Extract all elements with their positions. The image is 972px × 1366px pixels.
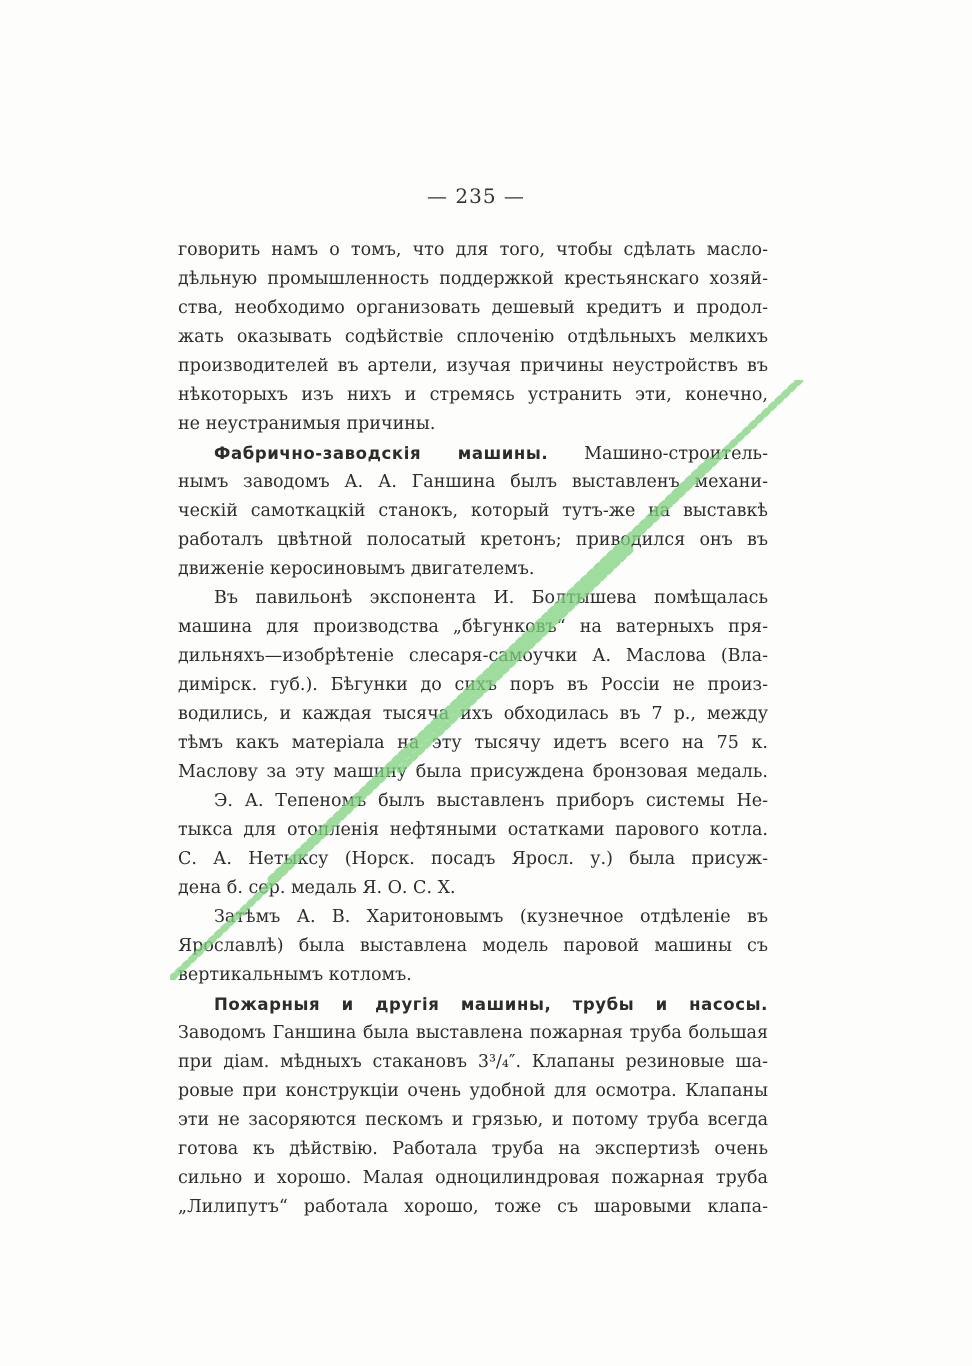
body-text [178,236,768,1222]
text-line: при діам. мѣдныхъ стакановъ 3³/₄″. Клапаны резиновые ша- [178,1052,768,1072]
text-line: говорить намъ о томъ, что для того, чтобы сдѣлать масло- [178,240,768,260]
text-line: Маслову за эту машину была присуждена бронзовая медаль. [178,762,768,782]
text-line: готова къ дѣйствію. Работала труба на экспертизѣ очень [178,1139,768,1159]
text-line: ства, необходимо организовать дешевый кредитъ и продол- [178,298,768,318]
text-line: нѣкоторыхъ изъ нихъ и стремясь устранить эти, конечно, [178,385,768,405]
text-line: С. А. Нетыксу (Норск. посадъ Яросл. у.) была присуж- [178,849,768,869]
text-line: не неустранимыя причины. [178,414,436,434]
section-heading-line [178,990,768,1019]
text-line: „Лилипутъ“ работала хорошо, тоже съ шаровыми клапа- [178,1197,768,1217]
text-line: работалъ цвѣтной полосатый кретонъ; приводился онъ въ [178,530,768,550]
text-line: Затѣмъ А. В. Харитоновымъ (кузнечное отдѣленіе въ [214,907,768,927]
text-line: нымъ заводомъ А. А. Ганшина былъ выставленъ механи- [178,472,768,492]
text-line: машина для производства „бѣгунковъ“ на ватерныхъ пря- [178,617,768,637]
text-line: водились, и каждая тысяча ихъ обходилась въ 7 р., между [178,704,768,724]
text-line: тѣмъ какъ матеріала на эту тысячу идетъ всего на 75 к. [178,733,768,753]
text-line: эти не засоряются пескомъ и грязью, и потому труба всегда [178,1110,768,1130]
text-line: жать оказывать содѣйствіе сплоченію отдѣльныхъ мелкихъ [178,327,768,347]
text-line: Въ павильонѣ экспонента И. Болтышева помѣщалась [214,588,768,608]
section-heading-fire: Пожарныя и другія машины, трубы и насосы. [214,995,768,1014]
text-line: производителей въ артели, изучая причины неустройствъ въ [178,356,768,376]
section-heading-factory: Фабрично-заводскія машины. [214,444,549,463]
text-line: Ярославлѣ) была выставлена модель паровой машины съ [178,936,768,956]
text-line: движеніе керосиновымъ двигателемъ. [178,559,535,579]
text-line: сильно и хорошо. Малая одноцилиндровая пожарная труба [178,1168,768,1188]
section-heading-line [178,439,768,468]
text-line: Заводомъ Ганшина была выставлена пожарная труба большая [178,1023,768,1043]
text-line: ческій самоткацкій станокъ, который тутъ-же на выставкѣ [178,501,768,521]
text-line: Э. А. Тепеномъ былъ выставленъ приборъ системы Не- [214,791,768,811]
text-line: димірск. губ.). Бѣгунки до сихъ поръ въ Россіи не произ- [178,675,768,695]
text-line: ровые при конструкціи очень удобной для осмотра. Клапаны [178,1081,768,1101]
text-line: дильняхъ—изобрѣтеніе слесаря-самоучки А. Маслова (Вла- [178,646,768,666]
text-fragment: Машино-строитель- [548,444,768,464]
text-line: тыкса для отопленія нефтяными остатками парового котла. [178,820,768,840]
page-number: — 235 — [427,184,525,208]
text-line: дена б. сер. медаль Я. О. С. Х. [178,878,456,898]
text-line: вертикальнымъ котломъ. [178,965,412,985]
text-line: дѣльную промышленность поддержкой крестьянскаго хозяй- [178,269,768,289]
